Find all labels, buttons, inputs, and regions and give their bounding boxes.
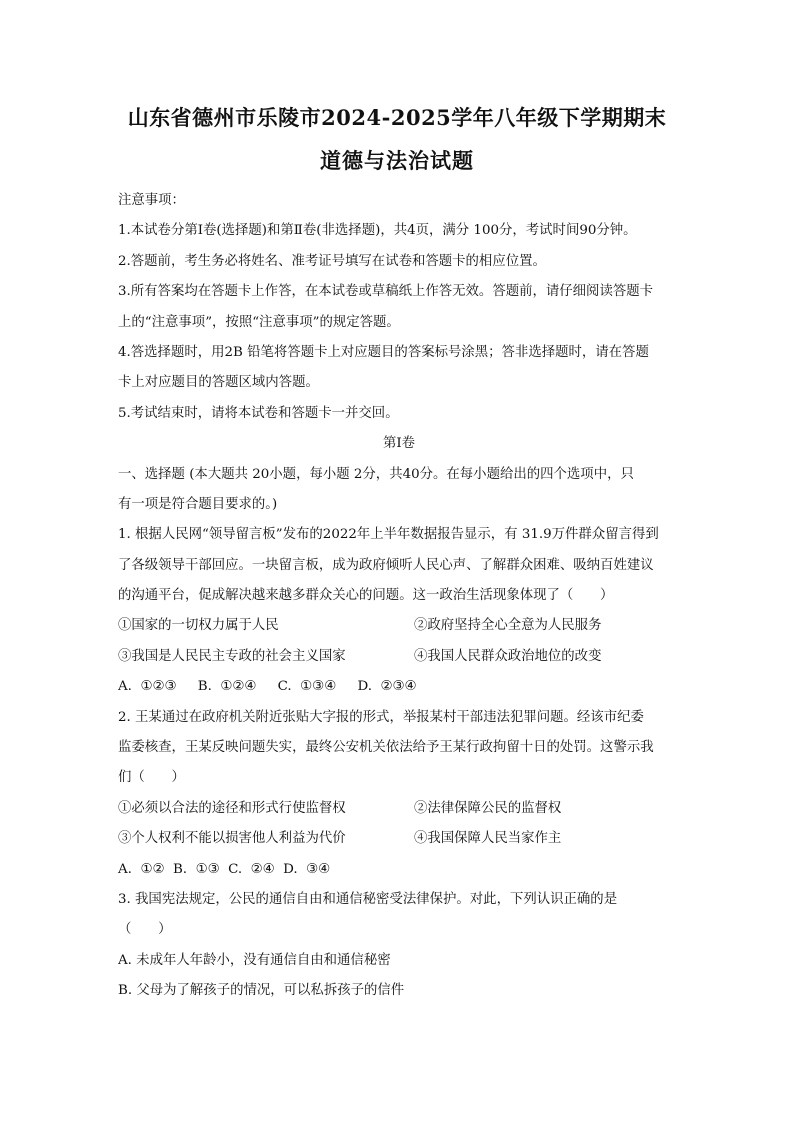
exam-body xyxy=(118,186,680,1007)
question-2-stem: 监委核查，王某反映问题失实，最终公安机关依法给予王某行政拘留十日的处罚。这警示我 xyxy=(118,740,654,756)
note-line: 卡上对应题目的答题区域内答题。 xyxy=(118,375,319,391)
question-1-stem: 的沟通平台，促成解决越来越多群众关心的问题。这一政治生活现象体现了（ ） xyxy=(118,588,614,604)
note-line: 5.考试结束时，请将本试卷和答题卡一并交回。 xyxy=(118,405,399,421)
note-line: 上的“注意事项”，按照“注意事项”的规定答题。 xyxy=(118,314,400,330)
section-heading: 有一项是符合题目要求的。) xyxy=(118,496,278,512)
section-heading: 一、选择题 (本大题共 20小题，每小题 2分，共40分。在每小题给出的四个选项中，只 xyxy=(118,466,634,482)
question-1-options-row xyxy=(118,611,680,641)
question-2-stem: 2. 王某通过在政府机关附近张贴大字报的形式，举报某村干部违法犯罪问题。经该市纪委 xyxy=(118,709,644,725)
question-3-stem: 3. 我国宪法规定，公民的通信自由和通信秘密受法律保护。对此，下列认识正确的是 xyxy=(118,891,618,907)
question-1-options-row xyxy=(118,642,680,672)
volume-label: 第Ⅰ卷 xyxy=(382,436,416,452)
note-line: 4.答选择题时，用2B 铅笔将答题卡上对应题目的答案标号涂黑；答非选择题时，请在答题 xyxy=(118,344,649,360)
question-3-option-b: B. 父母为了解孩子的情况，可以私拆孩子的信件 xyxy=(118,983,405,999)
question-2-options-row xyxy=(118,824,680,854)
note-line: 3.所有答案均在答题卡上作答，在本试卷或草稿纸上作答无效。答题前，请仔细阅读答题卡 xyxy=(118,284,654,300)
note-line: 1.本试卷分第Ⅰ卷(选择题)和第Ⅱ卷(非选择题)，共4页，满分 100分，考试时间90分钟。 xyxy=(118,223,637,239)
question-1-choices: A. ①②③ B. ①②④ C. ①③④ D. ②③④ xyxy=(118,679,417,695)
question-2-stem: 们（ ） xyxy=(118,770,185,786)
question-2-options-row xyxy=(118,794,680,824)
question-3-option-a: A. 未成年人年龄小，没有通信自由和通信秘密 xyxy=(118,952,391,968)
question-2-option-2: ②法律保障公民的监督权 xyxy=(414,800,562,816)
question-1-option-4: ④我国人民群众政治地位的改变 xyxy=(414,648,602,664)
question-1-option-2: ②政府坚持全心全意为人民服务 xyxy=(414,618,602,634)
question-2-option-1: ①必须以合法的途径和形式行使监督权 xyxy=(118,800,346,816)
question-1-stem: 1. 根据人民网“领导留言板”发布的2022年上半年数据报告显示，有 31.9万件群众留言得到 xyxy=(118,527,659,543)
question-1-option-1: ①国家的一切权力属于人民 xyxy=(118,618,279,634)
question-3-stem: （ ） xyxy=(118,922,172,938)
note-line: 2.答题前，考生务必将姓名、准考证号填写在试卷和答题卡的相应位置。 xyxy=(118,253,546,269)
question-2-choices: A. ①② B. ①③ C. ②④ D. ③④ xyxy=(118,861,331,877)
question-2-option-4: ④我国保障人民当家作主 xyxy=(414,831,562,847)
question-2-option-3: ③个人权利不能以损害他人利益为代价 xyxy=(118,831,346,847)
notice-heading: 注意事项： xyxy=(118,193,185,208)
question-1-stem: 了各级领导干部回应。一块留言板，成为政府倾听人民心声、了解群众困难、吸纳百姓建议 xyxy=(118,557,654,573)
exam-subtitle: 道德与法治试题 xyxy=(320,148,474,173)
question-1-option-3: ③我国是人民民主专政的社会主义国家 xyxy=(118,648,346,664)
exam-title: 山东省德州市乐陵市2024-2025学年八年级下学期期末 xyxy=(127,105,667,130)
